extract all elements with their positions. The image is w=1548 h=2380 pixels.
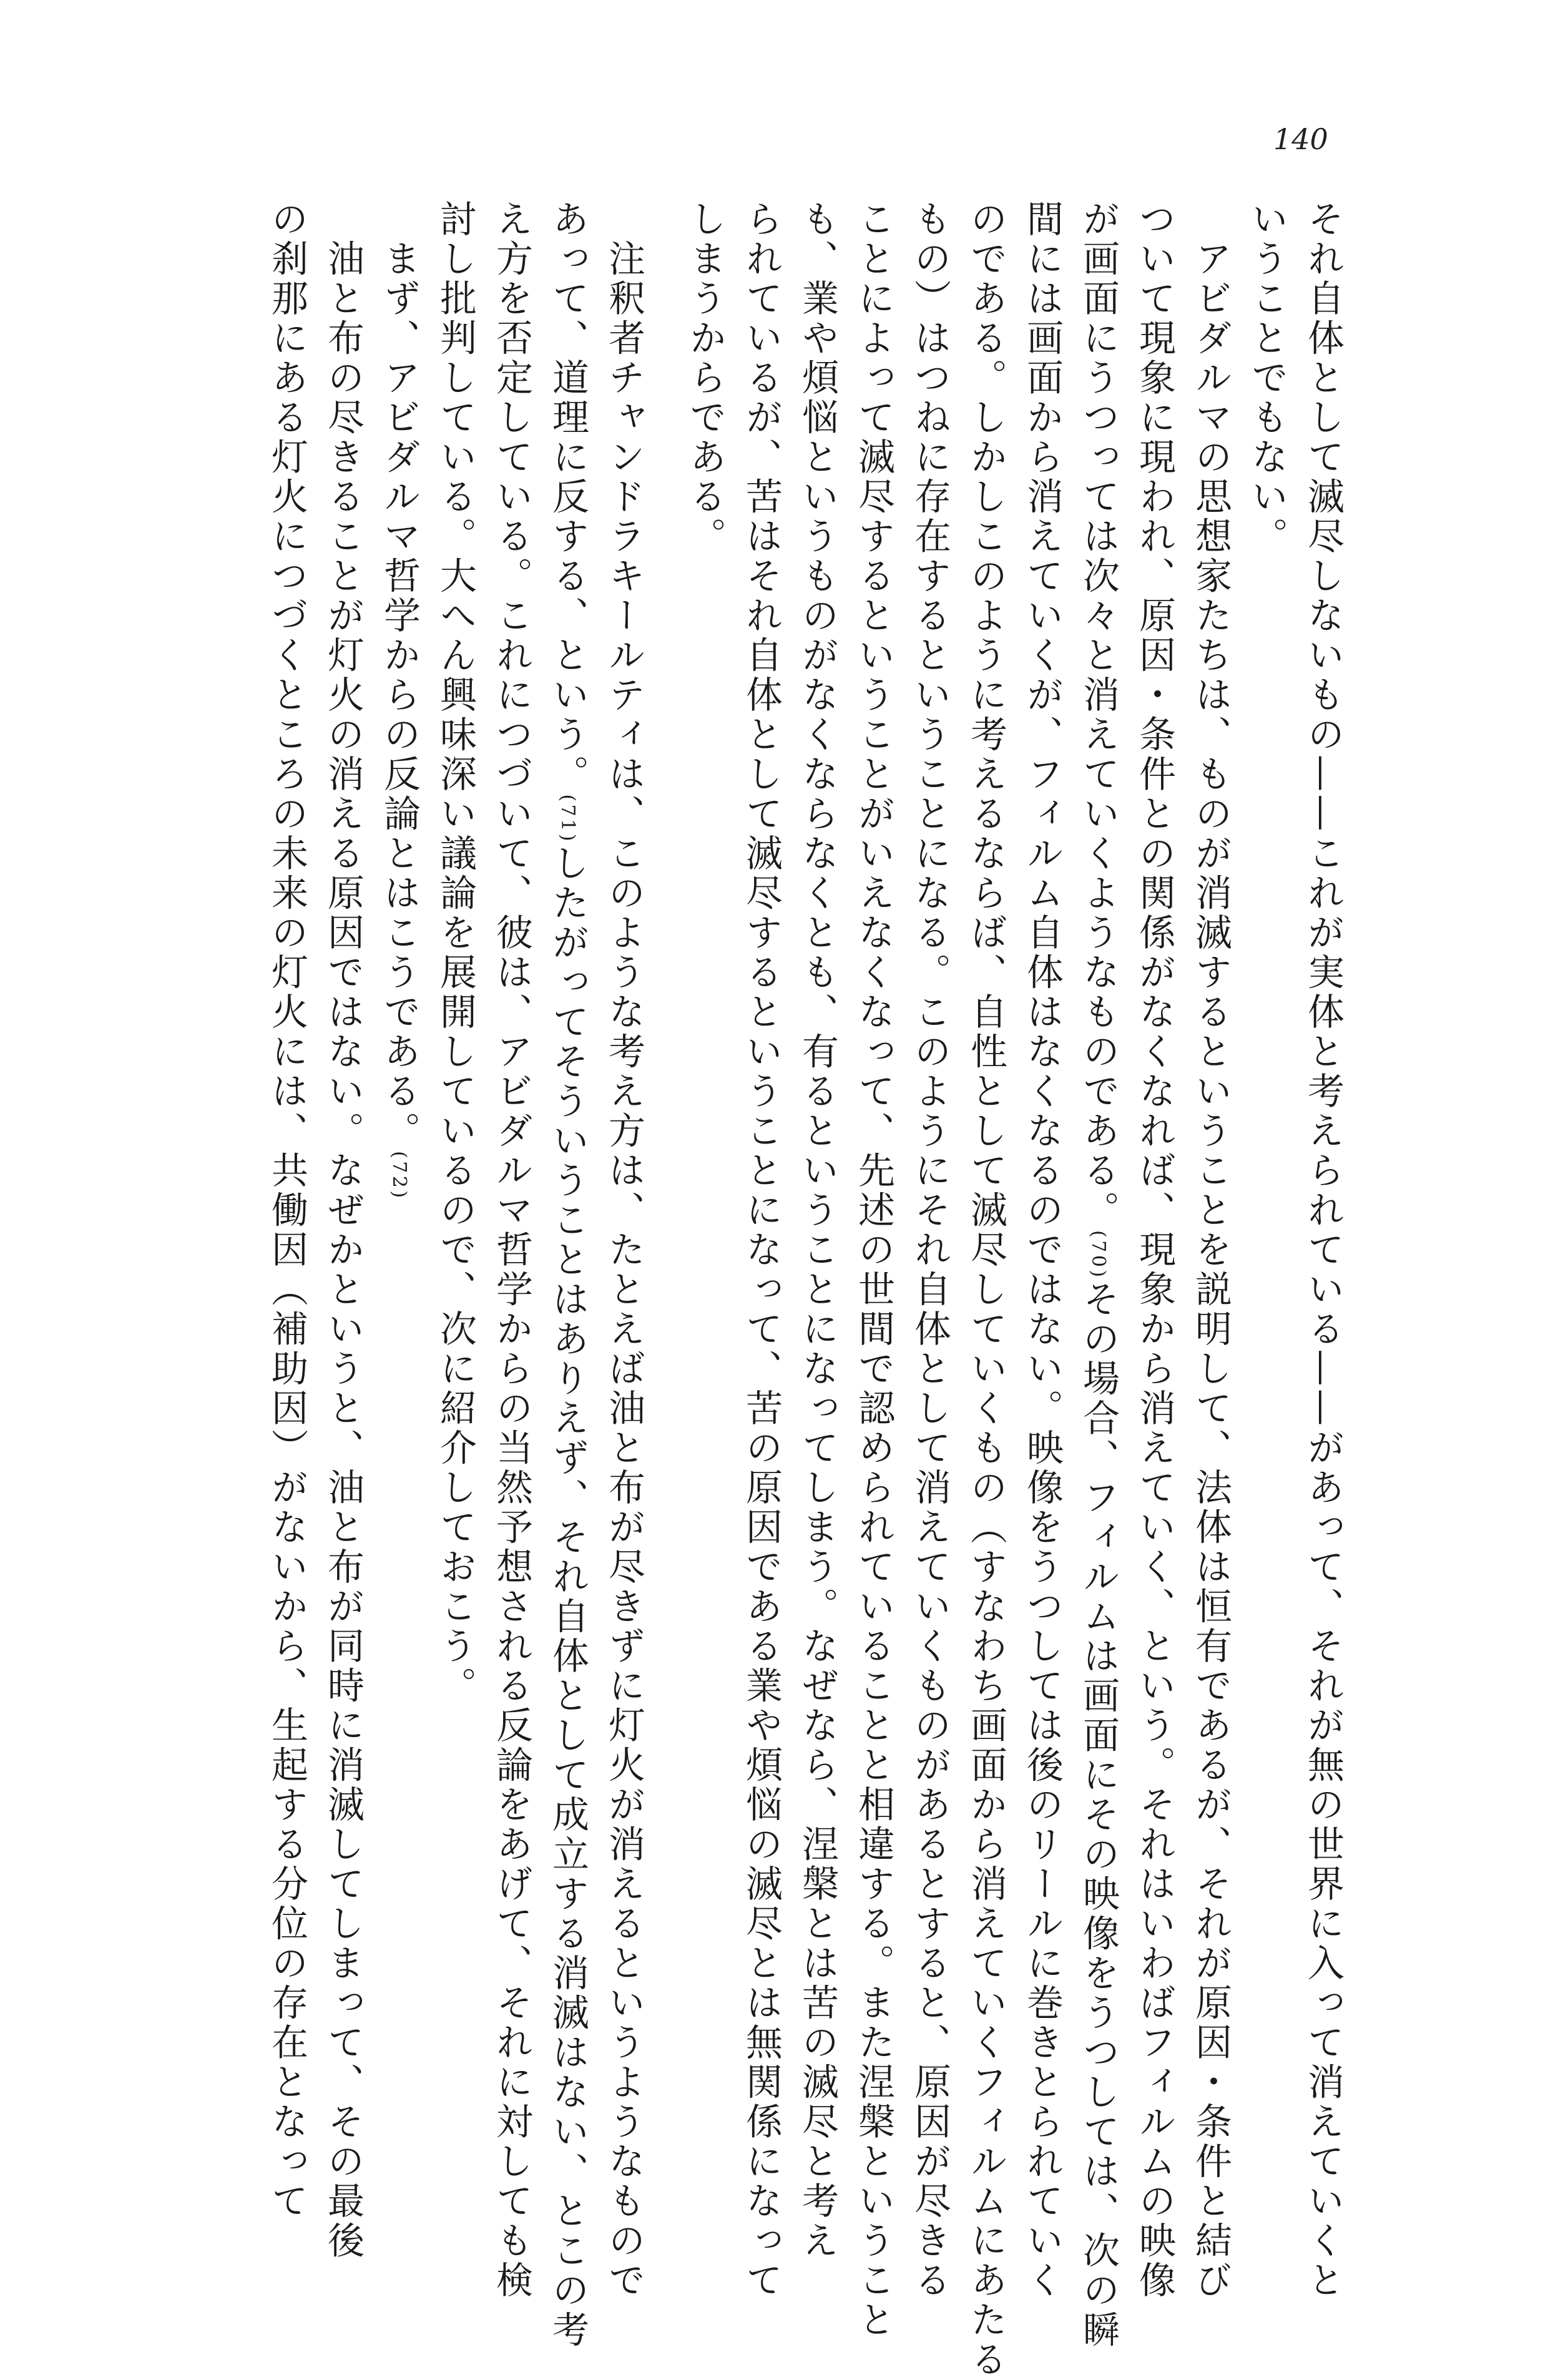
text-line: 討し批判している。大へん興味深い議論を展開しているので、次に紹介しておこう。: [434, 200, 477, 1706]
page-number: 140: [1273, 122, 1328, 156]
text-line: それ自体として滅尽しないもの——これが実体と考えられている——があって、それが無の世界に入って消えていくと: [1301, 200, 1345, 2301]
footnote-ref: (71): [557, 794, 579, 845]
text-line: え方を否定している。これにつづいて、彼は、アビダルマ哲学からの当然予想される反論をあげて、それに対しても検: [490, 200, 533, 2301]
text-line: いうことでもない。: [1245, 200, 1288, 557]
paragraph-gap: [652, 200, 677, 2047]
text-line: ことによって滅尽するということがいえなくなって、先述の世間で認められていることと相違する。また涅槃ということ: [852, 200, 895, 2340]
footnote-ref: (72): [388, 1151, 410, 1201]
text-line: のである。しかしこのように考えるならば、自性として滅尽していくもの（すなわち画面から消えていくフィルムにあたる: [964, 200, 1007, 2380]
text-line: が画面にうつっては次々と消えていくようなものである。(70)その場合、フィルムは画面にその映像をうつしては、次の瞬: [1077, 200, 1120, 2351]
text-line: アビダルマの思想家たちは、ものが消滅するということを説明して、法体は恒有であるが、それが原因・条件と結び: [1189, 239, 1232, 2301]
text-line: まず、アビダルマ哲学からの反論とはこうである。(72): [378, 239, 421, 1201]
text-line: られているが、苦はそれ自体として滅尽するということになって、苦の原因である業や煩悩の滅尽とは無関係になって: [740, 200, 783, 2301]
footnote-ref: (70): [1087, 1230, 1109, 1280]
text-line: あって、道理に反する、という。(71)したがってそういうことはありえず、それ自体として成立する消滅はない、とこの考: [546, 200, 589, 2351]
text-line: 間には画面から消えていくが、フィルム自体はなくなるのではない。映像をうつしては後のリールに巻きとられていく: [1021, 200, 1064, 2301]
text-line: もの）はつねに存在するということになる。このようにそれ自体として消えていくものがあるとすると、原因が尽きる: [908, 200, 951, 2301]
text-line: ついて現象に現われ、原因・条件との関係がなくなれば、現象から消えていく、という。それはいわばフィルムの映像: [1133, 200, 1176, 2301]
text-line: の刹那にある灯火につづくところの未来の灯火には、共働因（補助因）がないから、生起する分位の存在となって: [265, 200, 308, 2221]
text-line: 注釈者チャンドラキールティは、このような考え方は、たとえば油と布が尽きずに灯火が消えるというようなもので: [602, 239, 645, 2301]
text-line: 油と布の尽きることが灯火の消える原因ではない。なぜかというと、油と布が同時に消滅してしまって、その最後: [321, 239, 365, 2261]
text-line: も、業や煩悩というものがなくならなくとも、有るということになってしまう。なぜなら、涅槃とは苦の滅尽と考え: [796, 200, 839, 2261]
text-line: しまうからである。: [683, 200, 727, 557]
main-text: [258, 200, 1351, 2380]
